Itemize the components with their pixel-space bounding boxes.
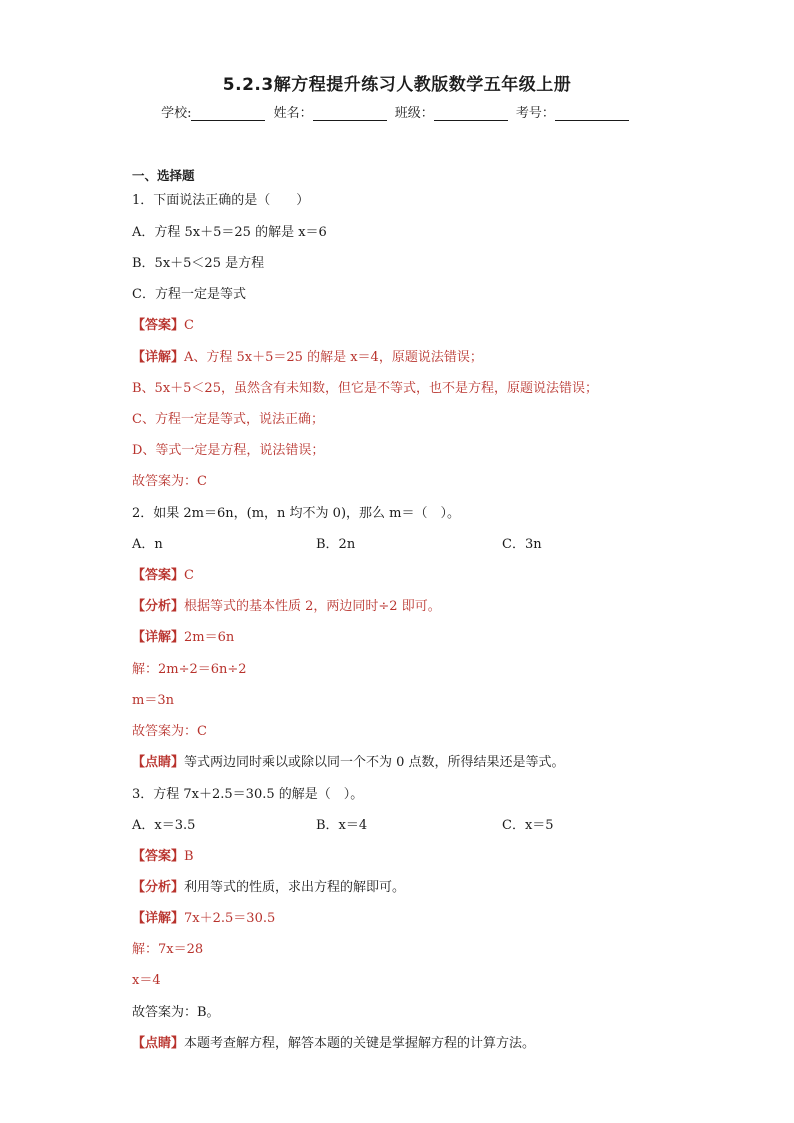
detail-text: A、方程 5x＋5＝25 的解是 x＝4，原题说法错误； [184, 350, 483, 365]
q3-stem: 3．方程 7x＋2.5＝30.5 的解是（ ）。 [132, 787, 364, 802]
q1-detail-3: C、方程一定是等式，说法正确； [132, 412, 324, 427]
school-label: 学校: [161, 106, 192, 121]
q1-detail-2: B、5x＋5＜25，虽然含有未知数，但它是不等式，也不是方程，原题说法错误； [132, 381, 598, 396]
comment-text: 等式两边同时乘以或除以同一个不为 0 点数，所得结果还是等式。 [184, 755, 565, 770]
q2-comment [132, 755, 565, 771]
q3-detail-1 [132, 911, 275, 927]
answer-value: C [184, 318, 194, 333]
number-blank[interactable] [555, 106, 629, 121]
analysis-tag: 【分析】 [132, 880, 185, 895]
q1-stem: 1．下面说法正确的是（ ） [132, 193, 310, 208]
detail-tag: 【详解】 [132, 911, 185, 926]
class-label: 班级： [394, 106, 434, 121]
q1-conclusion: 故答案为：C [132, 474, 207, 489]
school-blank[interactable] [191, 106, 265, 121]
q2-detail-3: m＝3n [132, 693, 174, 708]
analysis-tag: 【分析】 [132, 599, 185, 614]
q3-analysis [132, 880, 405, 896]
q3-conclusion: 故答案为：B。 [132, 1005, 220, 1020]
name-blank[interactable] [313, 106, 387, 121]
comment-text: 本题考查解方程，解答本题的关键是掌握解方程的计算方法。 [184, 1036, 536, 1051]
q1-option-a: A．方程 5x＋5＝25 的解是 x＝6 [132, 225, 327, 240]
q1-option-c: C．方程一定是等式 [132, 287, 246, 302]
q1-answer [132, 318, 194, 334]
q3-detail-3: x＝4 [132, 973, 161, 988]
q3-option-c: C．x＝5 [502, 818, 554, 833]
comment-tag: 【点睛】 [132, 1036, 185, 1051]
name-label: 姓名： [273, 106, 313, 121]
answer-tag: 【答案】 [132, 318, 185, 333]
q3-option-a: A．x＝3.5 [132, 818, 196, 833]
q2-stem: 2．如果 2m＝6n，(m，n 均不为 0)，那么 m＝（ ）。 [132, 506, 460, 521]
q2-answer [132, 568, 194, 584]
q2-detail-2: 解：2m÷2＝6n÷2 [132, 662, 247, 677]
q3-comment [132, 1036, 535, 1052]
q2-conclusion: 故答案为：C [132, 724, 207, 739]
q2-option-b: B．2n [316, 537, 356, 552]
analysis-text: 利用等式的性质，求出方程的解即可。 [184, 880, 406, 895]
q3-option-b: B．x＝4 [316, 818, 368, 833]
detail-tag: 【详解】 [132, 630, 185, 645]
number-label: 考号： [515, 106, 555, 121]
q1-detail-1 [132, 350, 483, 366]
q1-detail-4: D、等式一定是方程，说法错误； [132, 443, 325, 458]
detail-text: 2m＝6n [184, 630, 235, 645]
answer-value: C [184, 568, 194, 583]
student-info-line [0, 102, 794, 121]
q2-analysis [132, 599, 441, 615]
detail-text: 7x＋2.5＝30.5 [184, 911, 276, 926]
detail-tag: 【详解】 [132, 350, 185, 365]
page-title: 5.2.3解方程提升练习人教版数学五年级上册 [222, 75, 572, 95]
q1-option-b: B．5x＋5＜25 是方程 [132, 256, 265, 271]
analysis-text: 根据等式的基本性质 2，两边同时÷2 即可。 [184, 599, 441, 614]
comment-tag: 【点睛】 [132, 755, 185, 770]
answer-tag: 【答案】 [132, 568, 185, 583]
answer-tag: 【答案】 [132, 849, 185, 864]
q2-detail-1 [132, 630, 234, 646]
q2-option-a: A．n [132, 537, 163, 552]
q2-option-c: C．3n [502, 537, 542, 552]
class-blank[interactable] [434, 106, 508, 121]
answer-value: B [184, 849, 194, 864]
section-heading: 一、选择题 [132, 168, 195, 183]
q3-detail-2: 解：7x＝28 [132, 942, 204, 957]
q3-answer [132, 849, 194, 865]
